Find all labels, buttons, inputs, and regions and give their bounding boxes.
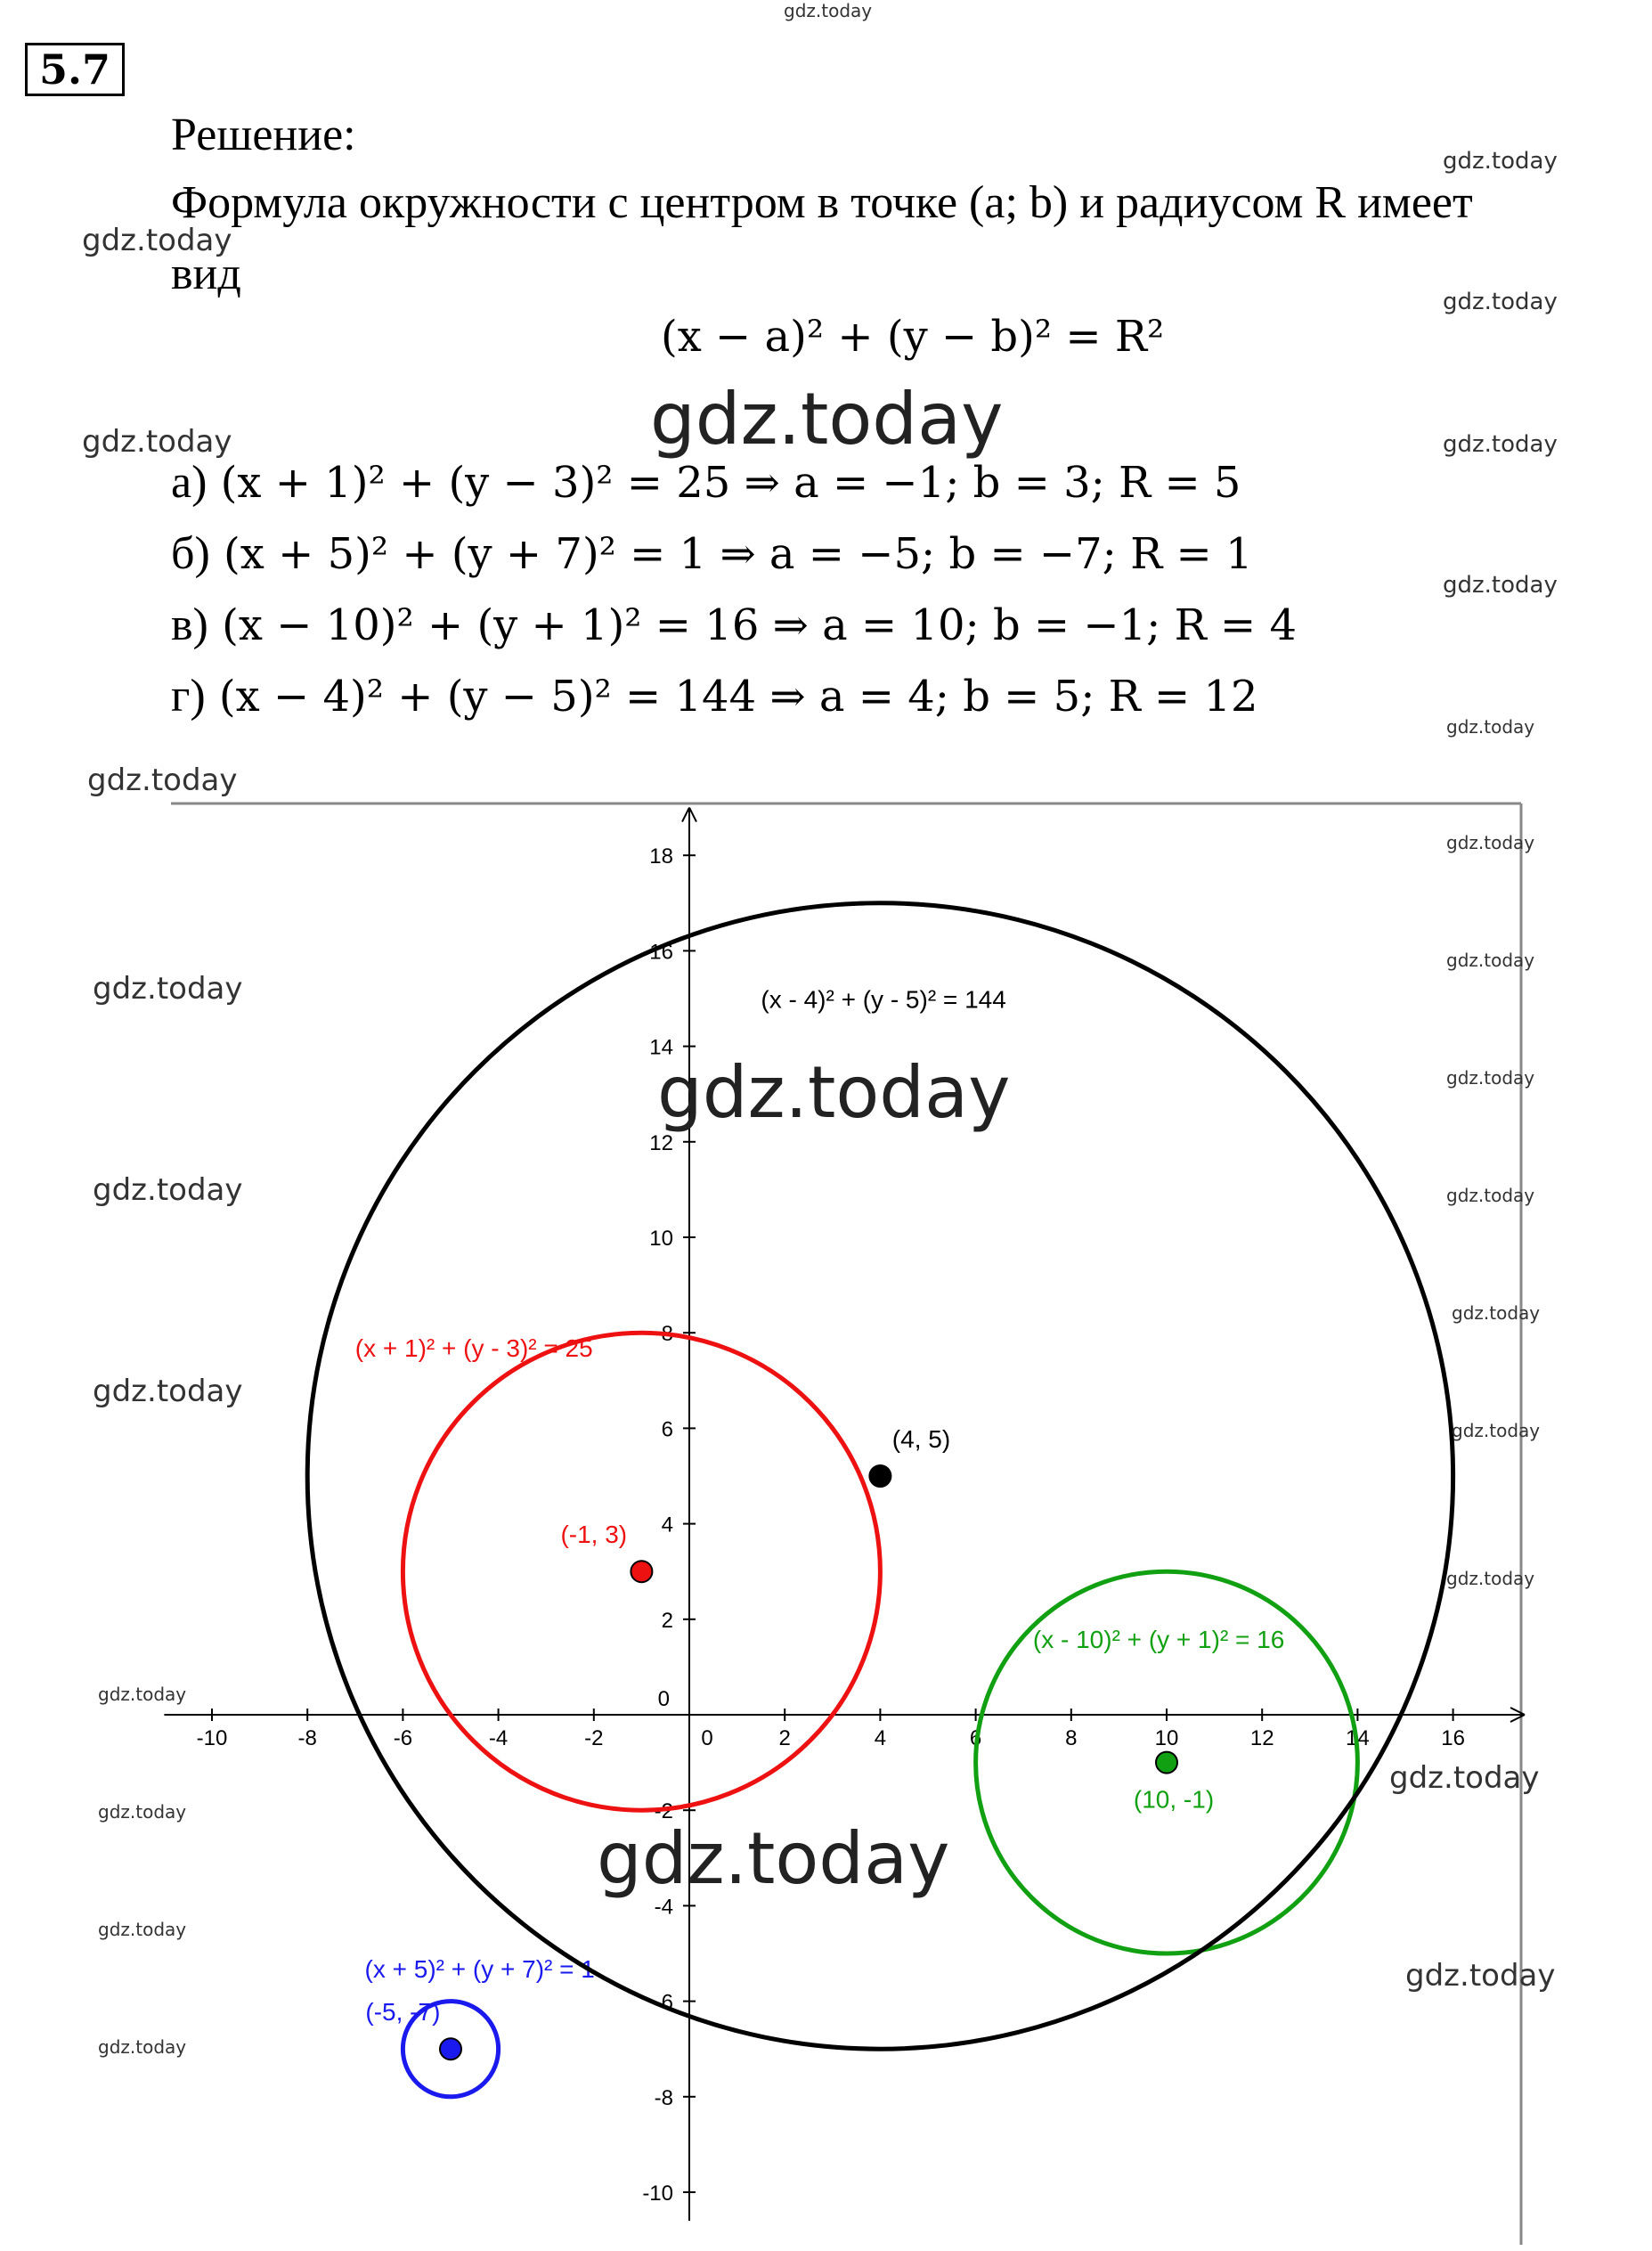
y-tick-label: 18 — [649, 844, 673, 869]
general-formula: (x − a)² + (y − b)² = R² — [661, 312, 1165, 362]
watermark: gdz.today — [1443, 148, 1558, 175]
y-tick-label: -2 — [654, 1799, 673, 1824]
x-tick-label: 14 — [1346, 1726, 1370, 1750]
watermark: gdz.today — [98, 2036, 187, 2058]
y-tick-label: -6 — [654, 1990, 673, 2015]
x-tick-label: 6 — [969, 1726, 982, 1750]
x-tick-label: 2 — [778, 1726, 791, 1750]
y-tick-label: 16 — [649, 940, 673, 965]
watermark: gdz.today — [93, 1172, 243, 1208]
watermark: gdz.today — [784, 0, 873, 21]
circle-center-label: (4, 5) — [891, 1424, 951, 1453]
y-tick-label: 6 — [661, 1417, 673, 1442]
watermark: gdz.today — [1446, 1568, 1535, 1589]
y-tick-label: -8 — [654, 2085, 673, 2110]
circle-center-point-3 — [869, 1465, 891, 1487]
watermark: gdz.today — [1446, 1185, 1535, 1206]
answer-a-text: (x + 1)² + (y − 3)² = 25 ⇒ a = −1; b = 3; R = 5 — [220, 458, 1241, 508]
x-tick-label: 10 — [1154, 1726, 1179, 1750]
circle-center-label: (-5, -7) — [365, 1998, 441, 2027]
answer-b-label: б) — [171, 528, 210, 579]
x-tick-label: 8 — [1065, 1726, 1078, 1750]
x-tick-label: 0 — [701, 1726, 713, 1750]
circle-center-point-0 — [631, 1561, 652, 1582]
circle-equation-label: (x + 1)² + (y - 3)² = 25 — [354, 1334, 593, 1362]
watermark: gdz.today — [1446, 716, 1535, 738]
watermark: gdz.today — [1446, 950, 1535, 971]
answer-c-label: в) — [171, 599, 208, 650]
x-tick-label: -2 — [584, 1726, 604, 1750]
watermark: gdz.today — [82, 223, 232, 258]
watermark: gdz.today — [1443, 289, 1558, 315]
y-tick-label: 0 — [657, 1687, 670, 1711]
watermark: gdz.today — [650, 378, 1004, 461]
watermark: gdz.today — [1443, 572, 1558, 599]
watermark: gdz.today — [93, 1374, 243, 1409]
intro-line-2: вид — [171, 249, 241, 299]
watermark: gdz.today — [1405, 1958, 1556, 1994]
watermark: gdz.today — [93, 971, 243, 1007]
answer-d-label: г) — [171, 671, 206, 722]
circle-equation-label: (x + 5)² + (y + 7)² = 1 — [364, 1954, 595, 1983]
x-tick-label: -8 — [297, 1726, 317, 1750]
watermark: gdz.today — [1446, 1067, 1535, 1089]
answer-b-text: (x + 5)² + (y + 7)² = 1 ⇒ a = −5; b = −7; R = 1 — [224, 529, 1253, 579]
watermark: gdz.today — [1389, 1760, 1540, 1796]
answer-c-text: (x − 10)² + (y + 1)² = 16 ⇒ a = 10; b = −1; R = 4 — [222, 600, 1298, 650]
y-tick-label: 10 — [649, 1227, 673, 1251]
watermark: gdz.today — [87, 763, 238, 798]
y-tick-label: 8 — [661, 1322, 673, 1347]
watermark: gdz.today — [1452, 1302, 1541, 1324]
watermark: gdz.today — [82, 424, 232, 460]
x-tick-label: -4 — [488, 1726, 509, 1750]
y-tick-label: 12 — [649, 1130, 673, 1155]
watermark: gdz.today — [1443, 431, 1558, 458]
y-tick-label: -4 — [654, 1895, 673, 1920]
circle-equation-label: (x - 10)² + (y + 1)² = 16 — [1032, 1625, 1285, 1653]
y-tick-label: -10 — [642, 2182, 673, 2206]
watermark: gdz.today — [1452, 1420, 1541, 1441]
x-tick-label: -10 — [196, 1726, 228, 1750]
watermark: gdz.today — [1446, 832, 1535, 853]
y-tick-label: 4 — [661, 1513, 673, 1537]
circle-center-label: (-1, 3) — [560, 1521, 628, 1549]
y-tick-label: 14 — [649, 1035, 673, 1060]
x-tick-label: 4 — [874, 1726, 887, 1750]
watermark: gdz.today — [98, 1801, 187, 1823]
x-tick-label: 12 — [1249, 1726, 1274, 1750]
y-tick-label: 2 — [661, 1608, 673, 1633]
solution-label: Решение: — [171, 110, 356, 160]
watermark: gdz.today — [597, 1817, 950, 1900]
answer-a-label: а) — [171, 457, 208, 508]
circle-center-point-2 — [1156, 1752, 1177, 1774]
answer-d-text: (x − 4)² + (y − 5)² = 144 ⇒ a = 4; b = 5; R = 12 — [218, 672, 1258, 722]
watermark: gdz.today — [98, 1684, 187, 1705]
circle-center-label: (10, -1) — [1133, 1785, 1215, 1814]
intro-line-1: Формула окружности с центром в точке (a; b) и радиусом R имеет — [171, 177, 1473, 228]
circle-equation-label: (x - 4)² + (y - 5)² = 144 — [761, 985, 1006, 1014]
watermark: gdz.today — [657, 1051, 1011, 1134]
x-tick-label: -6 — [393, 1726, 413, 1750]
circle-center-point-1 — [440, 2038, 461, 2059]
watermark: gdz.today — [98, 1919, 187, 1940]
problem-number: 5.7 — [25, 43, 125, 96]
x-tick-label: 16 — [1441, 1726, 1465, 1750]
